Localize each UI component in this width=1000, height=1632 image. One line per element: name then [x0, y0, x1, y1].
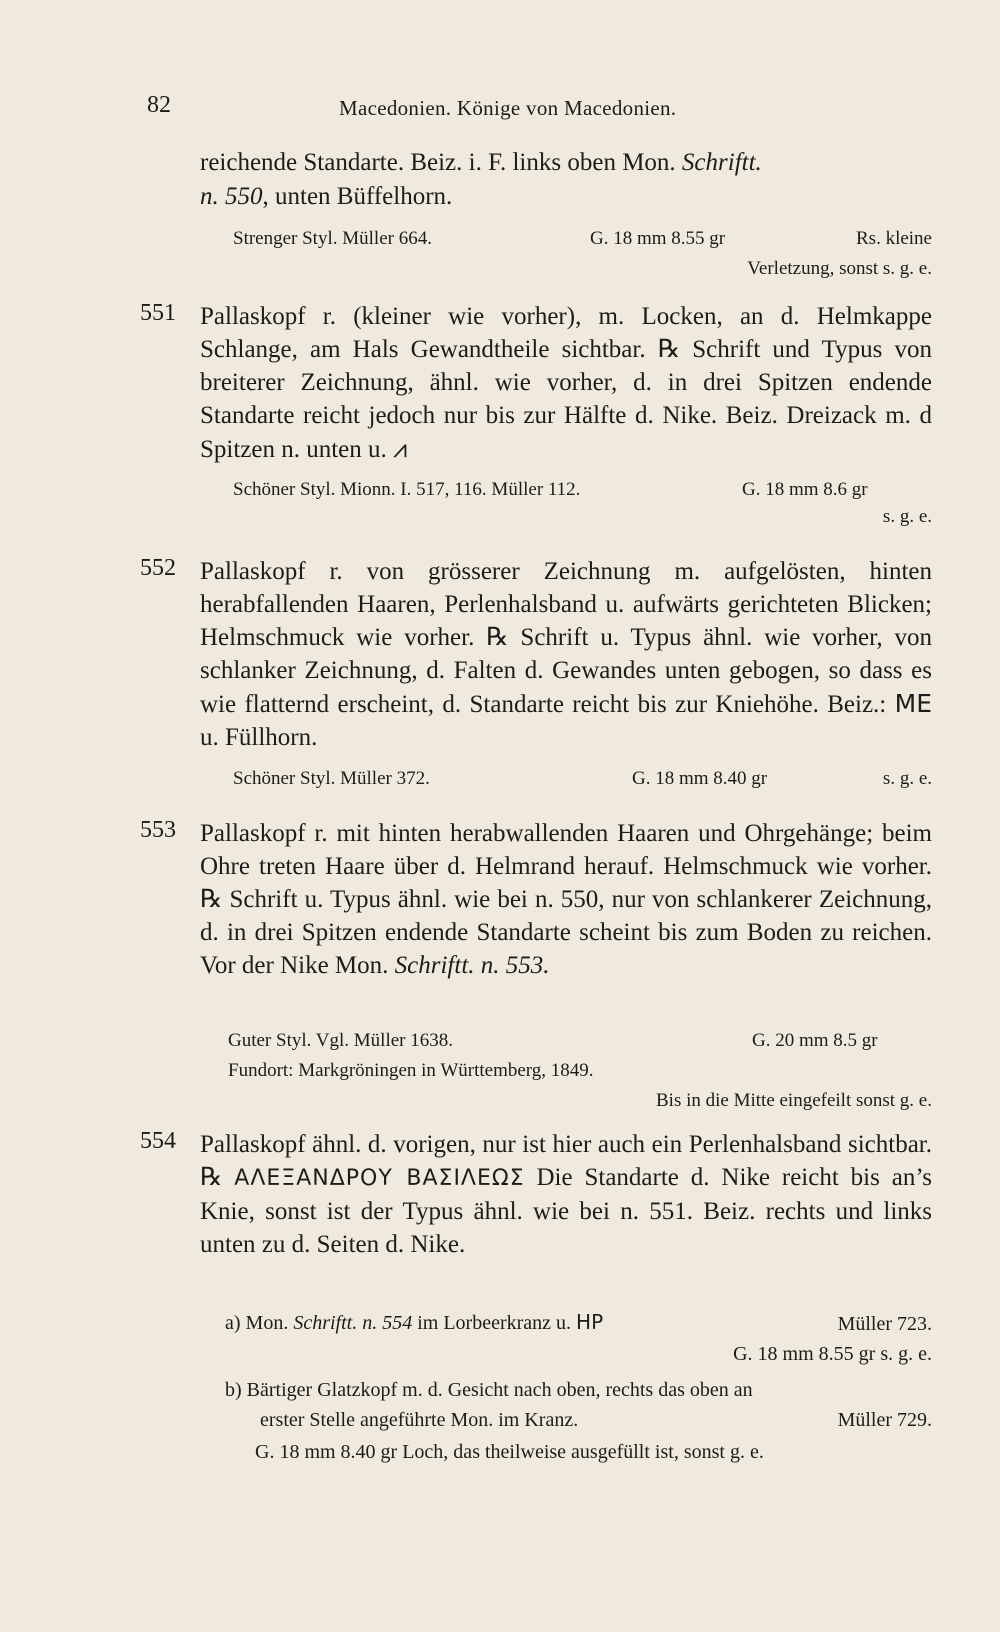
intro-text-end: , unten Büffelhorn. — [262, 183, 453, 210]
entry-italic-ref: Schriftt. n. 553. — [394, 952, 550, 979]
entry-number: 553 — [140, 817, 176, 843]
intro-note-mid: G. 18 mm 8.55 gr — [590, 228, 726, 249]
entry-553-note-mid: G. 20 mm 8.5 gr — [752, 1030, 878, 1051]
entry-number: 554 — [140, 1128, 176, 1154]
variant-a-reference: Müller 723. — [837, 1313, 932, 1335]
intro-note-right: Rs. kleine — [856, 228, 932, 249]
entry-description — [200, 555, 932, 754]
running-title: Macedonien. Könige von Macedonien. — [339, 96, 677, 120]
entry-text: Pallaskopf r. mit hinten herabwallenden Haaren und Ohrgehänge; beim Ohre treten Haare über d. Helmrand herauf. Helmschmuck wie vorher. ℞ Schrift u. Typus ähnl. wie bei n. 550, nur von schlankerer Zeichnung, d. in drei Spitzen endende Standarte scheint bis zum Boden zu reichen. Vor der Nike Mon. — [200, 820, 932, 979]
entry-text-end: u. Füllhorn. — [200, 724, 318, 751]
entry-description — [200, 1128, 932, 1261]
entry-text-end: Die Standarte d. Nike reicht bis an’s Knie, sonst ist der Typus ähnl. wie bei n. 551. Beiz. rechts und links unten zu d. Seiten d. Nike. — [200, 1164, 932, 1258]
entry-553-note-condition: Bis in die Mitte eingefeilt sonst g. e. — [656, 1090, 932, 1111]
entry-text: Pallaskopf r. (kleiner wie vorher), m. Locken, an d. Helmkappe Schlange, am Hals Gewandtheile sichtbar. ℞ Schrift und Typus von breiterer Zeichnung, ähnl. wie vorher, d. in drei Spitzen endende Standarte reicht jedoch nur bis zur Hälfte d. Nike. Beiz. Dreizack m. d Spitzen n. unten u. — [200, 303, 932, 463]
variant-italic-ref: Schriftt. n. 554 — [293, 1312, 413, 1334]
entry-551-note-right: s. g. e. — [882, 506, 932, 527]
intro-note-right-2: Verletzung, sonst s. g. e. — [747, 258, 932, 279]
variant-b-reference: Müller 729. — [837, 1409, 932, 1431]
intro-italic-ref: n. 550 — [200, 183, 263, 210]
entry-553-note-findspot: Fundort: Markgröningen in Württemberg, 1849. — [228, 1060, 594, 1081]
variant-b-line2: erster Stelle angeführte Mon. im Kranz. — [260, 1409, 579, 1431]
variant-label: a) Mon. — [225, 1312, 294, 1334]
entry-551-note-mid: G. 18 mm 8.6 gr — [742, 479, 868, 500]
entry-text: Pallaskopf r. von grösserer Zeichnung m. aufgelösten, hinten herabfallenden Haaren, Perlenhalsband u. aufwärts gerichteten Blicken; Helmschmuck wie vorher. ℞ Schrift u. Typus ähnl. wie vorher, von schlanker Zeichnung, d. Falten d. Gewandes unten gebogen, so dass es wie flatternd erscheint, d. Standarte reicht bis zur Kniehöhe. Beiz.: — [200, 558, 932, 718]
variant-b-line3: G. 18 mm 8.40 gr Loch, das theilweise ausgefüllt ist, sonst g. e. — [255, 1441, 764, 1463]
intro-text: reichende Standarte. Beiz. i. F. links oben Mon. — [200, 149, 682, 176]
entry-number: 552 — [140, 555, 176, 581]
page-header — [147, 92, 937, 128]
entry-551-note-left: Schöner Styl. Mionn. I. 517, 116. Müller 112. — [233, 479, 581, 500]
variant-text: im Lorbeerkranz u. — [412, 1312, 577, 1334]
variant-b-line1: b) Bärtiger Glatzkopf m. d. Gesicht nach oben, rechts das oben an — [225, 1379, 753, 1401]
page-number: 82 — [147, 92, 171, 118]
entry-552-note-mid: G. 18 mm 8.40 gr — [632, 768, 768, 789]
intro-italic: Schriftt. — [681, 149, 762, 176]
intro-paragraph — [200, 146, 932, 214]
variant-a-weight: G. 18 mm 8.55 gr s. g. e. — [733, 1343, 932, 1365]
entry-text: Pallaskopf ähnl. d. vorigen, nur ist hier auch ein Perlenhalsband sichtbar. ℞ — [200, 1131, 932, 1191]
entry-number: 551 — [140, 300, 176, 326]
monogram-symbol: ME — [894, 689, 932, 718]
entry-552-note-left: Schöner Styl. Müller 372. — [233, 768, 430, 789]
greek-legend: ΑΛΕΞΑΝΔΡΟΥ ΒΑΣΙΛΕΩΣ — [234, 1166, 525, 1191]
entry-553-note-left: Guter Styl. Vgl. Müller 1638. — [228, 1030, 454, 1051]
monogram-symbol: ΗΡ — [576, 1310, 604, 1334]
entry-description — [200, 817, 932, 982]
variant-a — [225, 1308, 603, 1337]
monogram-symbol: ⩘ — [393, 434, 408, 463]
entry-description — [200, 300, 932, 466]
intro-note-left: Strenger Styl. Müller 664. — [233, 228, 432, 249]
entry-552-note-right: s. g. e. — [882, 768, 932, 789]
